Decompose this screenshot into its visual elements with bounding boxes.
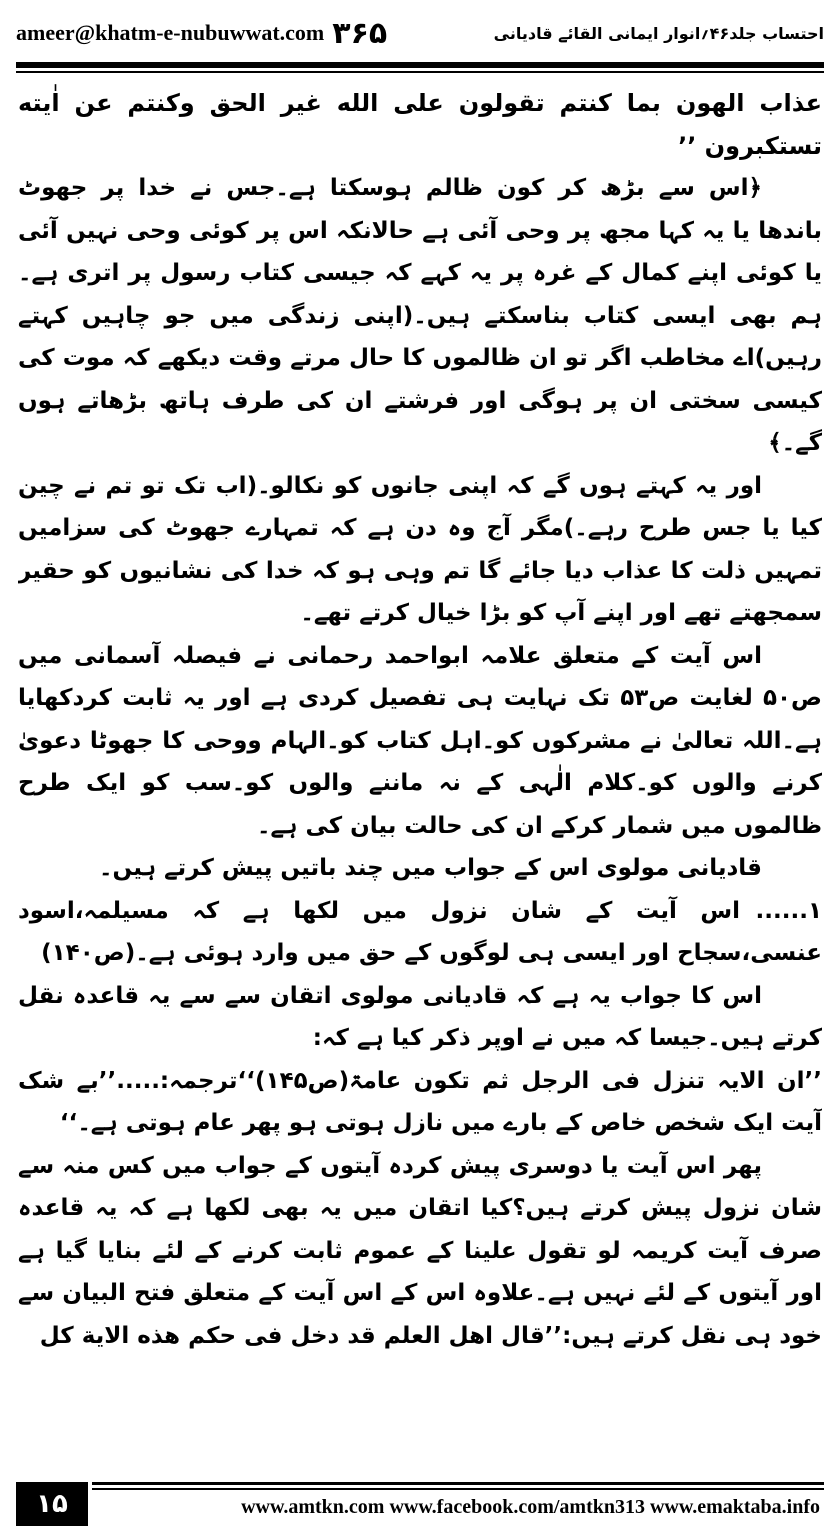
header-rule-thin: [16, 71, 824, 73]
paragraph-rebuttal: پھر اس آیت یا دوسری پیش کردہ آیتوں کے جواب میں کس منہ سے شان نزول پیش کرتے ہیں؟کیا اتقان میں یہ بھی لکھا ہے کہ یہ قاعدہ صرف آیت کریمہ لو تقول علینا کے عموم ثابت کرنے کے لئے بنایا گیا ہے اور آیتوں کے لئے نہیں ہے۔علاوہ اس کے اس آیت کے متعلق فتح البیان سے خود ہی نقل کرتے ہیں:’’قال اهل العلم قد دخل فی حکم هذه الاية كل: [18, 1152, 822, 1349]
footer-urls: www.amtkn.com www.facebook.com/amtkn313 www.emaktaba.info: [241, 1496, 820, 1518]
paragraph-point-one-text: اس آیت کے شان نزول میں لکھا ہے کہ مسیلمہ،اسود عنسی،سجاح اور ایسی ہی لوگوں کے حق میں وارد ہوئی ہے۔(ص۱۴۰): [18, 897, 822, 966]
header-book-title: احتساب جلد۴۶؍انوار ایمانی القائے قادیانی: [493, 23, 824, 43]
paragraph-qadiani-intro: قادیانی مولوی اس کے جواب میں چند باتیں پیش کرتے ہیں۔: [99, 855, 762, 881]
paragraph-point-one: [18, 890, 822, 975]
list-marker: ۱......: [755, 897, 822, 924]
footer-rule-thin: [92, 1488, 824, 1490]
page-footer: [16, 1478, 824, 1528]
header-rule-thick: [16, 62, 824, 68]
footer-rule-thick: [92, 1482, 824, 1485]
page-body: [18, 82, 822, 1462]
header-left-group: [16, 16, 387, 51]
paragraph-continuation: اور یہ کہتے ہوں گے کہ اپنی جانوں کو نکالو۔(اب تک تو تم نے چین کیا یا جس طرح رہے۔)مگر آج وہ دن ہے کہ تمہارے جھوٹ کی سزامیں تمہیں ذلت کا عذاب دیا جائے گا تم وہی ہو کہ خدا کی نشانیوں کو حقیر سمجھتے تھے اور اپنے آپ کو بڑا خیال کرتے تھے۔: [18, 472, 822, 626]
paragraph-translation: ﴿اس سے بڑھ کر کون ظالم ہوسکتا ہے۔جس نے خدا پر جھوٹ باندھا یا یہ کہا مجھ پر وحی آئی ہے حالانکہ اس پر کوئی وحی نہیں آئی یا کوئی اپنے کمال کے غرہ پر یہ کہے کہ جیسی کتاب رسول پر اتری ہے۔ہم بھی ایسی کتاب بناسکتے ہیں۔(اپنی زندگی میں جو چاہیں کہتے رہیں)اے مخاطب اگر تو ان ظالموں کا حال مرتے وقت دیکھے کہ موت کی کیسی سختی ان پر ہوگی اور فرشتے ان کی طرف ہاتھ بڑھاتے ہوں گے۔﴾: [18, 175, 822, 456]
header-page-number: ۳۶۵: [332, 15, 388, 51]
page-header: [16, 10, 824, 56]
paragraph-quote: ’’ان الایہ تنزل فی الرجل ثم تکون عامۃ(ص۱۴۵)‘‘ترجمہ:.....’’بے شک آیت ایک شخص خاص کے بارے میں نازل ہوتی ہو پھر عام ہوتی ہے۔‘‘: [18, 1067, 822, 1136]
paragraph-commentary: اس آیت کے متعلق علامہ ابواحمد رحمانی نے فیصلہ آسمانی میں ص۵۰ لغایت ص۵۳ تک نہایت ہی تفصیل کردی ہے اور یہ ثابت کردکھایا ہے۔اللہ تعالیٰ نے مشرکوں کو۔اہل کتاب کو۔الہام ووحی کا جھوٹا دعویٰ کرنے والوں کو۔کلام الٰہی کے نہ ماننے والوں کو۔سب کو ایک طرح ظالموں میں شمار کرکے ان کی حالت بیان کی ہے۔: [18, 642, 822, 839]
paragraph-arabic-verse: عذاب الهون بما کنتم تقولون على الله غير الحق وكنتم عن اٰیته تستکبرون ’’: [18, 89, 822, 160]
footer-page-box: ۱۵: [16, 1482, 88, 1526]
header-email: ameer@khatm-e-nubuwwat.com: [16, 20, 325, 45]
paragraph-answer: اس کا جواب یہ ہے کہ قادیانی مولوی اتقان سے سے یہ قاعدہ نقل کرتے ہیں۔جیسا کہ میں نے اوپر ذکر کیا ہے کہ:: [18, 982, 822, 1051]
